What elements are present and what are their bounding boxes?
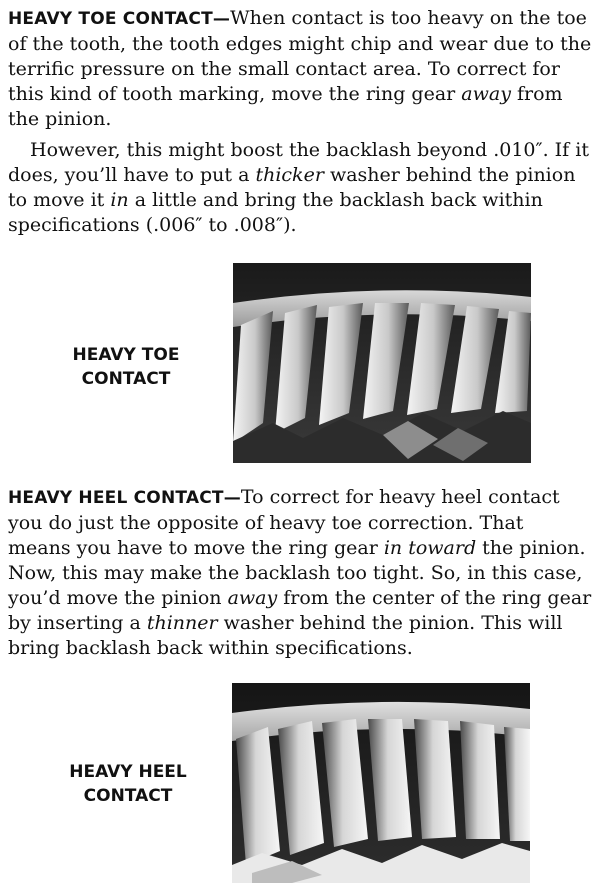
toe-paragraph-1: HEAVY TOE CONTACT—When contact is too heavy on the toe of the tooth, the tooth edges might chip and wear due to the terrific pressure on the small contact area. To correct for this kind of tooth marking, move the ring gear away from the pinion. bbox=[8, 7, 592, 130]
toe-figure-caption: HEAVY TOE CONTACT bbox=[72, 345, 180, 389]
heavy-toe-gear-photo bbox=[233, 263, 531, 463]
heel-paragraph-1: HEAVY HEEL CONTACT—To correct for heavy heel contact you do just the opposite of heavy toe correction. That means you have to move the ring gear in toward the pinion. Now, this may make the backlash too tight. So, in this case, you’d move the pinion away from the center of the ring gear by inserting a thinner washer behind the pinion. This will bring backlash back within specifications. bbox=[8, 486, 592, 659]
heel-heading: HEAVY HEEL CONTACT— bbox=[8, 488, 241, 508]
toe-heading: HEAVY TOE CONTACT— bbox=[8, 9, 231, 29]
heavy-heel-gear-photo bbox=[232, 683, 530, 883]
heel-figure-caption: HEAVY HEEL CONTACT bbox=[69, 762, 187, 806]
toe-paragraph-2: However, this might boost the backlash beyond .010″. If it does, you’ll have to put a thicker washer behind the pinion to move it in a little and bring the backlash back within specifications (.006″ to .008″). bbox=[8, 139, 589, 236]
